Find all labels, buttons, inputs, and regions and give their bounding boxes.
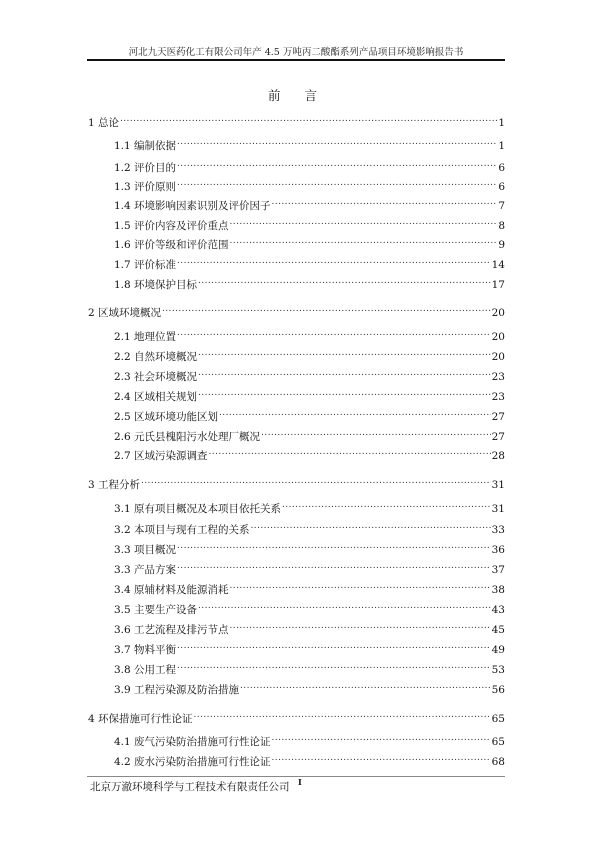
toc-entry-page: 36 (491, 544, 505, 556)
toc-entry-label: 1.2 评价目的 (114, 162, 177, 174)
toc-leader-dots (240, 677, 491, 693)
toc-entry (88, 300, 505, 319)
toc-entry-page: 23 (491, 391, 505, 403)
toc-leader-dots (272, 193, 498, 209)
toc-entry-page: 6 (498, 181, 505, 193)
footer-company: 北京万澈环境科学与工程技术有限责任公司 (90, 781, 290, 793)
toc-entry-label: 2.4 区域相关规划 (114, 391, 198, 403)
toc-entry-page: 33 (491, 524, 505, 536)
toc-entry-label: 4 环保措施可行性论证 (88, 713, 193, 725)
toc-entry-page: 65 (491, 736, 505, 748)
toc-entry (114, 364, 505, 383)
toc-leader-dots (230, 213, 498, 229)
toc-entry-label: 1 总论 (88, 117, 120, 129)
toc-entry-label: 1.8 环境保护目标 (114, 279, 198, 291)
toc-entry-label: 1.7 评价标准 (114, 259, 177, 271)
toc-entry-label: 2.6 元氏县槐阳污水处理厂概况 (114, 431, 261, 443)
toc-entry-label: 2.1 地理位置 (114, 331, 177, 343)
toc-entry-page: 17 (491, 279, 505, 291)
toc-entry (114, 657, 505, 676)
toc-entry-label: 1.3 评价原则 (114, 181, 177, 193)
running-header: 河北九天医药化工有限公司年产 4.5 万吨丙二酸酯系列产品项目环境影响报告书 (128, 47, 464, 58)
toc-entry (114, 272, 505, 291)
toc-entry-page: 31 (491, 503, 505, 515)
toc-entry (114, 677, 505, 696)
toc-entry-label: 2.3 社会环境概况 (114, 371, 198, 383)
toc-entry (114, 496, 505, 515)
toc-entry (88, 706, 505, 725)
toc-entry (114, 637, 505, 656)
toc-entry (114, 324, 505, 343)
toc-entry (114, 577, 505, 596)
toc-leader-dots (177, 155, 497, 171)
toc-entry-label: 1.4 环境影响因素识别及评价因子 (114, 200, 271, 212)
toc-entry (114, 174, 505, 193)
toc-entry-label: 1.1 编制依据 (114, 140, 177, 152)
toc-leader-dots (120, 110, 497, 126)
toc-leader-dots (141, 472, 491, 488)
toc-entry-label: 3.2 本项目与现有工程的关系 (114, 524, 250, 536)
toc-entry-page: 1 (498, 140, 505, 152)
toc-entry-label: 3.3 项目概况 (114, 544, 177, 556)
toc-entry-page: 20 (491, 331, 505, 343)
footer-divider (87, 776, 505, 777)
toc-leader-dots (198, 364, 491, 380)
toc-entry-label: 3 工程分析 (88, 479, 141, 491)
toc-leader-dots (177, 537, 491, 553)
toc-entry-page: 1 (498, 117, 505, 129)
toc-leader-dots (177, 557, 491, 573)
toc-entry (114, 252, 505, 271)
toc-entry-label: 3.8 公用工程 (114, 664, 177, 676)
toc-leader-dots (272, 749, 491, 765)
toc-entry-label: 4.1 废气污染防治措施可行性论证 (114, 736, 271, 748)
toc-leader-dots (177, 324, 491, 340)
toc-entry (114, 749, 505, 768)
toc-entry (88, 110, 505, 129)
toc-entry-page: 68 (491, 756, 505, 768)
toc-entry-page: 14 (491, 259, 505, 271)
toc-entry-page: 27 (491, 431, 505, 443)
toc-entry (114, 155, 505, 174)
toc-entry-label: 4.2 废水污染防治措施可行性论证 (114, 756, 271, 768)
toc-entry-page: 23 (491, 371, 505, 383)
toc-entry (114, 133, 505, 152)
toc-entry (114, 517, 505, 536)
toc-entry (88, 472, 505, 491)
toc-entry-page: 28 (491, 450, 505, 462)
toc-leader-dots (177, 657, 491, 673)
toc-entry-page: 37 (491, 564, 505, 576)
toc-entry-label: 3.5 主要生产设备 (114, 604, 198, 616)
toc-entry (114, 617, 505, 636)
toc-entry (114, 344, 505, 363)
toc-leader-dots (198, 272, 491, 288)
toc-entry-label: 2 区域环境概况 (88, 307, 162, 319)
toc-entry-page: 8 (498, 220, 505, 232)
page-number: I (298, 777, 302, 787)
toc-leader-dots (198, 597, 491, 613)
toc-entry (114, 232, 505, 251)
toc-entry-label: 1.6 评价等级和评价范围 (114, 239, 229, 251)
toc-entry (114, 557, 505, 576)
toc-entry-page: 65 (491, 713, 505, 725)
toc-leader-dots (261, 424, 491, 440)
toc-entry-page: 49 (491, 644, 505, 656)
toc-entry-page: 6 (498, 162, 505, 174)
toc-entry (114, 424, 505, 443)
toc-entry-page: 43 (491, 604, 505, 616)
toc-entry-label: 3.4 原辅材料及能源消耗 (114, 584, 229, 596)
toc-entry-page: 38 (491, 584, 505, 596)
toc-leader-dots (194, 706, 491, 722)
page-title: 前 言 (268, 88, 327, 103)
toc-leader-dots (177, 174, 497, 190)
toc-entry (114, 384, 505, 403)
toc-entry-label: 1.5 评价内容及评价重点 (114, 220, 229, 232)
toc-entry (114, 404, 505, 423)
toc-entry-page: 20 (491, 307, 505, 319)
toc-entry-label: 3.9 工程污染源及防治措施 (114, 684, 240, 696)
toc-leader-dots (219, 404, 491, 420)
toc-entry-page: 45 (491, 624, 505, 636)
toc-entry (114, 193, 505, 212)
toc-entry (114, 213, 505, 232)
toc-entry-label: 3.3 产品方案 (114, 564, 177, 576)
toc-entry (114, 537, 505, 556)
toc-entry-page: 27 (491, 411, 505, 423)
toc-leader-dots (198, 384, 491, 400)
toc-leader-dots (230, 232, 498, 248)
toc-entry-page: 20 (491, 351, 505, 363)
toc-entry-page: 53 (491, 664, 505, 676)
toc-entry-label: 3.6 工艺流程及排污节点 (114, 624, 229, 636)
toc-entry-label: 2.5 区域环境功能区划 (114, 411, 219, 423)
toc-leader-dots (162, 300, 491, 316)
toc-leader-dots (209, 443, 491, 459)
toc-leader-dots (282, 496, 491, 512)
toc-leader-dots (230, 577, 491, 593)
toc-leader-dots (177, 133, 497, 149)
toc-leader-dots (177, 252, 491, 268)
toc-leader-dots (198, 344, 491, 360)
toc-leader-dots (251, 517, 491, 533)
toc-entry-label: 3.7 物料平衡 (114, 644, 177, 656)
toc-entry (114, 597, 505, 616)
toc-leader-dots (177, 637, 491, 653)
toc-entry-page: 56 (491, 684, 505, 696)
toc-entry (114, 443, 505, 462)
toc-entry-label: 3.1 原有项目概况及本项目依托关系 (114, 503, 282, 515)
toc-entry-label: 2.7 区域污染源调查 (114, 450, 208, 462)
toc-entry-page: 9 (498, 239, 505, 251)
toc-leader-dots (230, 617, 491, 633)
toc-entry-label: 2.2 自然环境概况 (114, 351, 198, 363)
toc-entry-page: 7 (498, 200, 505, 212)
toc-entry (114, 729, 505, 748)
toc-entry-page: 31 (491, 479, 505, 491)
toc-leader-dots (272, 729, 491, 745)
